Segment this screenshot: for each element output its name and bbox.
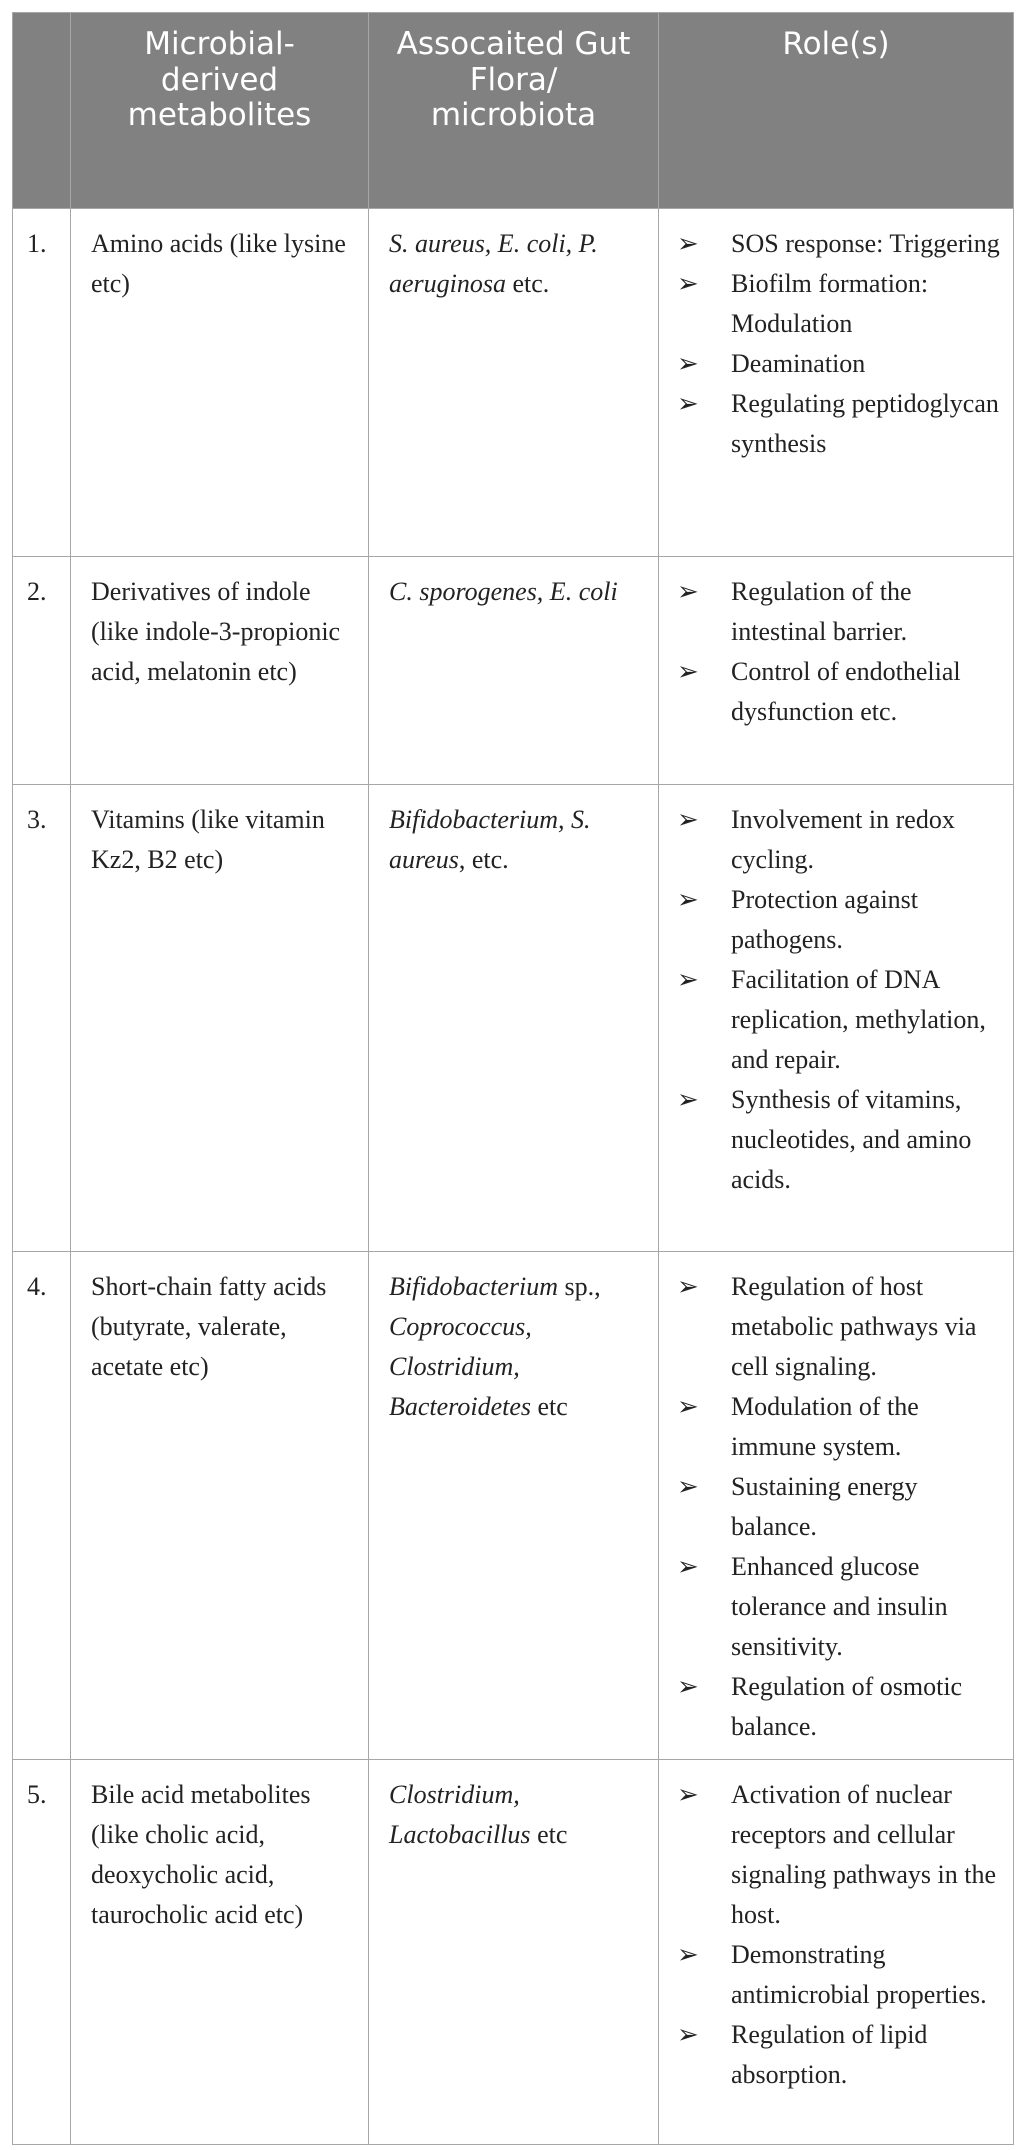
header-metabolites: Microbial-derived metabolites bbox=[71, 13, 369, 209]
arrow-bullet-icon: ➢ bbox=[677, 1940, 699, 1969]
table-row bbox=[13, 557, 1014, 785]
species-text: S. aureus, E. coli, P. aeruginosa bbox=[389, 229, 598, 298]
role-item bbox=[675, 960, 1007, 1080]
arrow-bullet-icon: ➢ bbox=[677, 1272, 699, 1301]
species-text: Bifidobacterium, S. aureus bbox=[389, 805, 591, 874]
role-item bbox=[675, 224, 1007, 264]
arrow-bullet-icon: ➢ bbox=[677, 269, 699, 298]
flora-suffix: sp., bbox=[557, 1272, 601, 1301]
role-text: Control of endothelial dysfunction etc. bbox=[731, 657, 961, 726]
role-item bbox=[675, 572, 1007, 652]
role-text: Deamination bbox=[731, 349, 866, 378]
table-row bbox=[13, 1760, 1014, 2145]
arrow-bullet-icon: ➢ bbox=[677, 1672, 699, 1701]
arrow-bullet-icon: ➢ bbox=[677, 2020, 699, 2049]
role-text: Facilitation of DNA replication, methylation, and repair. bbox=[731, 965, 986, 1074]
flora-suffix: etc. bbox=[506, 269, 550, 298]
flora-cell bbox=[369, 209, 659, 557]
role-item bbox=[675, 1667, 1007, 1747]
header-flora: Assocaited Gut Flora/ microbiota bbox=[369, 13, 659, 209]
role-text: Biofilm formation: Modulation bbox=[731, 269, 929, 338]
species-text: Bifidobacterium bbox=[389, 1272, 558, 1301]
arrow-bullet-icon: ➢ bbox=[677, 657, 699, 686]
arrow-bullet-icon: ➢ bbox=[677, 577, 699, 606]
role-item bbox=[675, 1547, 1007, 1667]
metabolite-cell: Derivatives of indole (like indole-3-propionic acid, melatonin etc) bbox=[71, 557, 369, 785]
roles-cell bbox=[659, 1252, 1014, 1760]
role-text: Regulation of the intestinal barrier. bbox=[731, 577, 912, 646]
role-text: Enhanced glucose tolerance and insulin sensitivity. bbox=[731, 1552, 948, 1661]
role-text: Regulation of host metabolic pathways via cell signaling. bbox=[731, 1272, 977, 1381]
role-item bbox=[675, 2015, 1007, 2095]
role-text: Protection against pathogens. bbox=[731, 885, 919, 954]
arrow-bullet-icon: ➢ bbox=[677, 389, 699, 418]
metabolites-table bbox=[12, 12, 1014, 2145]
roles-cell bbox=[659, 209, 1014, 557]
role-item bbox=[675, 1775, 1007, 1935]
arrow-bullet-icon: ➢ bbox=[677, 1085, 699, 1114]
table-row bbox=[13, 785, 1014, 1252]
flora-suffix: , etc. bbox=[458, 845, 509, 874]
arrow-bullet-icon: ➢ bbox=[677, 885, 699, 914]
role-text: Activation of nuclear receptors and cellular signaling pathways in the host. bbox=[731, 1780, 997, 1929]
row-number: 5. bbox=[13, 1760, 71, 2145]
arrow-bullet-icon: ➢ bbox=[677, 965, 699, 994]
header-roles: Role(s) bbox=[659, 13, 1014, 209]
role-item bbox=[675, 880, 1007, 960]
role-text: Involvement in redox cycling. bbox=[731, 805, 955, 874]
arrow-bullet-icon: ➢ bbox=[677, 349, 699, 378]
role-text: Regulating peptidoglycan synthesis bbox=[731, 389, 999, 458]
role-text: Synthesis of vitamins, nucleotides, and amino acids. bbox=[731, 1085, 972, 1194]
role-text: Regulation of osmotic balance. bbox=[731, 1672, 963, 1741]
role-item bbox=[675, 1935, 1007, 2015]
metabolite-cell: Short-chain fatty acids (butyrate, valerate, acetate etc) bbox=[71, 1252, 369, 1760]
role-item bbox=[675, 1467, 1007, 1547]
arrow-bullet-icon: ➢ bbox=[677, 1780, 699, 1809]
role-text: Sustaining energy balance. bbox=[731, 1472, 918, 1541]
arrow-bullet-icon: ➢ bbox=[677, 1392, 699, 1421]
flora-cell bbox=[369, 785, 659, 1252]
role-text: Modulation of the immune system. bbox=[731, 1392, 919, 1461]
roles-cell bbox=[659, 1760, 1014, 2145]
species-text: Coprococcus, Clostridium, Bacteroidetes bbox=[389, 1312, 532, 1421]
role-text: Demonstrating antimicrobial properties. bbox=[731, 1940, 987, 2009]
role-list bbox=[675, 572, 1007, 732]
header-row bbox=[13, 13, 1014, 209]
role-text: SOS response: Triggering bbox=[731, 229, 1000, 258]
roles-cell bbox=[659, 557, 1014, 785]
row-number: 2. bbox=[13, 557, 71, 785]
table-row bbox=[13, 1252, 1014, 1760]
flora-cell bbox=[369, 557, 659, 785]
row-number: 4. bbox=[13, 1252, 71, 1760]
flora-suffix: etc bbox=[530, 1392, 568, 1421]
row-number: 1. bbox=[13, 209, 71, 557]
role-item bbox=[675, 344, 1007, 384]
metabolite-cell: Amino acids (like lysine etc) bbox=[71, 209, 369, 557]
role-item bbox=[675, 1080, 1007, 1200]
arrow-bullet-icon: ➢ bbox=[677, 229, 699, 258]
row-number: 3. bbox=[13, 785, 71, 1252]
role-item bbox=[675, 1267, 1007, 1387]
role-list bbox=[675, 1267, 1007, 1747]
roles-cell bbox=[659, 785, 1014, 1252]
arrow-bullet-icon: ➢ bbox=[677, 805, 699, 834]
arrow-bullet-icon: ➢ bbox=[677, 1472, 699, 1501]
role-item bbox=[675, 652, 1007, 732]
flora-cell bbox=[369, 1760, 659, 2145]
species-text: Clostridium, Lactobacillus bbox=[389, 1780, 531, 1849]
flora-cell bbox=[369, 1252, 659, 1760]
arrow-bullet-icon: ➢ bbox=[677, 1552, 699, 1581]
table-row bbox=[13, 209, 1014, 557]
role-item bbox=[675, 800, 1007, 880]
role-text: Regulation of lipid absorption. bbox=[731, 2020, 928, 2089]
role-item bbox=[675, 1387, 1007, 1467]
role-list bbox=[675, 1775, 1007, 2095]
role-list bbox=[675, 224, 1007, 464]
flora-suffix: etc bbox=[530, 1820, 568, 1849]
role-item bbox=[675, 264, 1007, 344]
metabolite-cell: Vitamins (like vitamin Kz2, B2 etc) bbox=[71, 785, 369, 1252]
role-item bbox=[675, 384, 1007, 464]
role-list bbox=[675, 800, 1007, 1200]
species-text: C. sporogenes, E. coli bbox=[389, 577, 618, 606]
header-index bbox=[13, 13, 71, 209]
metabolite-cell: Bile acid metabolites (like cholic acid, deoxycholic acid, taurocholic acid etc) bbox=[71, 1760, 369, 2145]
